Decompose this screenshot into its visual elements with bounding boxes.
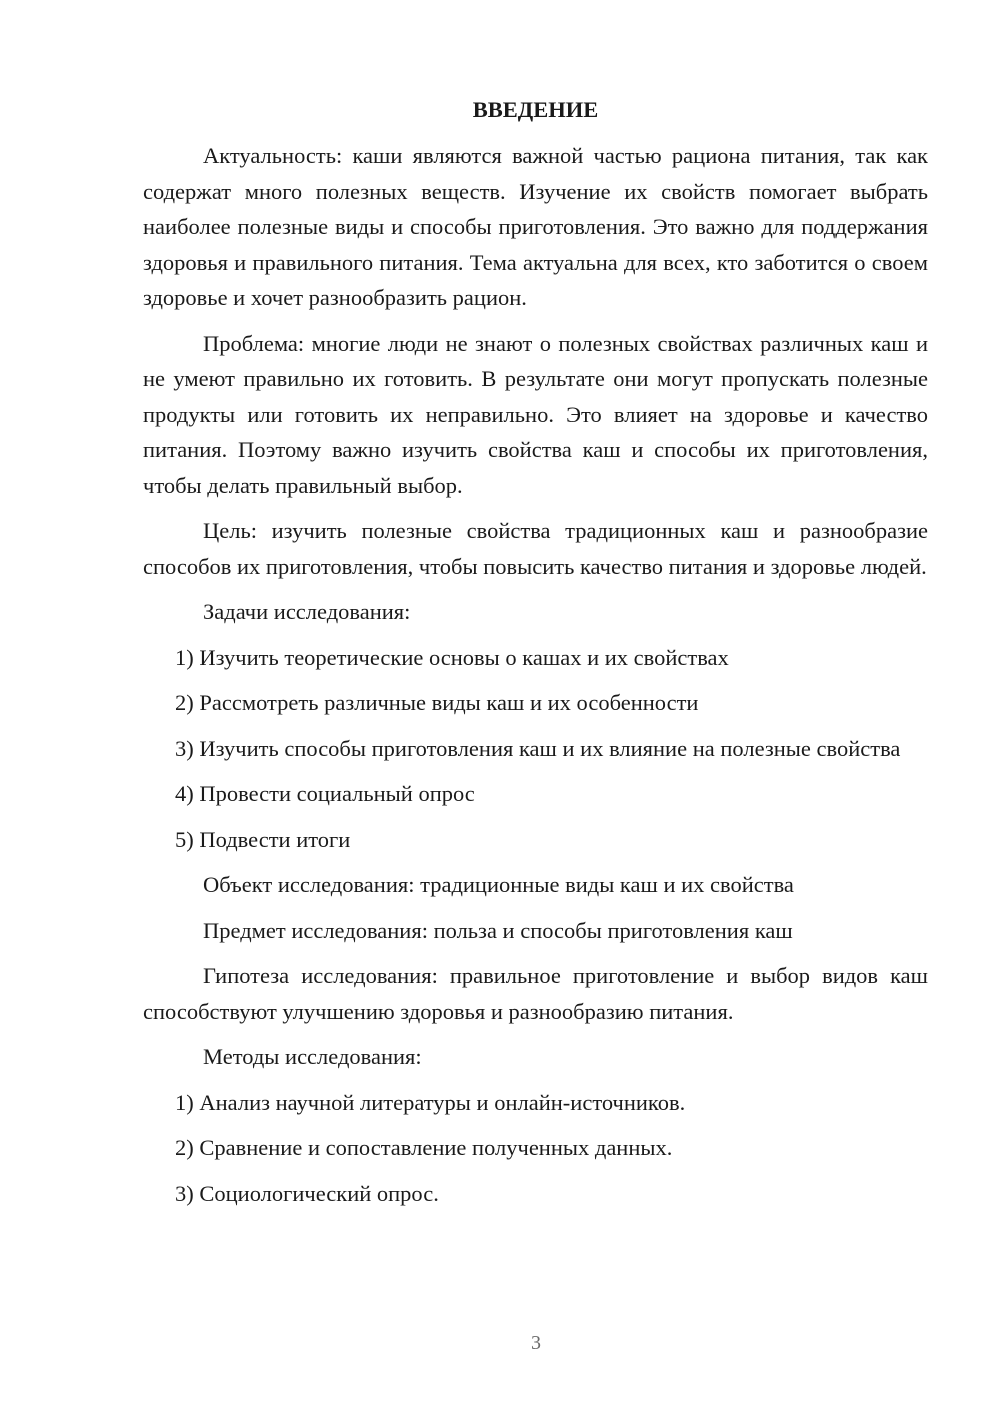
hypothesis-paragraph: Гипотеза исследования: правильное приготовление и выбор видов каш способствуют улучшению здоровья и разнообразию питания. [143,963,928,1024]
methods-heading: Методы исследования: [203,1044,422,1069]
method-item: 2) Сравнение и сопоставление полученных данных. [175,1135,673,1160]
method-item: 1) Анализ научной литературы и онлайн-источников. [175,1089,686,1115]
subject-line: Предмет исследования: польза и способы приготовления каш [203,917,793,943]
task-item: 5) Подвести итоги [175,826,351,852]
problem-paragraph: Проблема: многие люди не знают о полезных свойствах различных каш и не умеют правильно их готовить. В результате они могут пропускать полезные продукты или готовить их неправильно. Это влияет на здоровье и качество питания. Поэтому важно изучить свойства каш и способы их приготовления, чтобы делать правильный выбор. [143,330,928,498]
page-title: ВВЕДЕНИЕ [472,97,599,122]
task-item: 4) Провести социальный опрос [175,781,475,806]
tasks-heading: Задачи исследования: [203,599,411,624]
task-item: 2) Рассмотреть различные виды каш и их особенности [175,690,699,715]
goal-paragraph: Цель: изучить полезные свойства традиционных каш и разнообразие способов их приготовления, чтобы повысить качество питания и здоровье людей. [143,518,928,579]
task-item: 3) Изучить способы приготовления каш и их влияние на полезные свойства [175,735,901,761]
relevance-paragraph: Актуальность: каши являются важной частью рациона питания, так как содержат много полезных веществ. Изучение их свойств помогает выбрать наиболее полезные виды и способы приготовления. Это важно для поддержания здоровья и правильного питания. Тема актуальна для всех, кто заботится о своем здоровье и хочет разнообразить рацион. [143,143,928,310]
object-line: Объект исследования: традиционные виды каш и их свойства [203,872,794,897]
task-item: 1) Изучить теоретические основы о кашах и их свойствах [175,644,729,670]
method-item: 3) Социологический опрос. [175,1180,439,1206]
document-page [143,92,928,1221]
page-number: 3 [531,1332,541,1354]
